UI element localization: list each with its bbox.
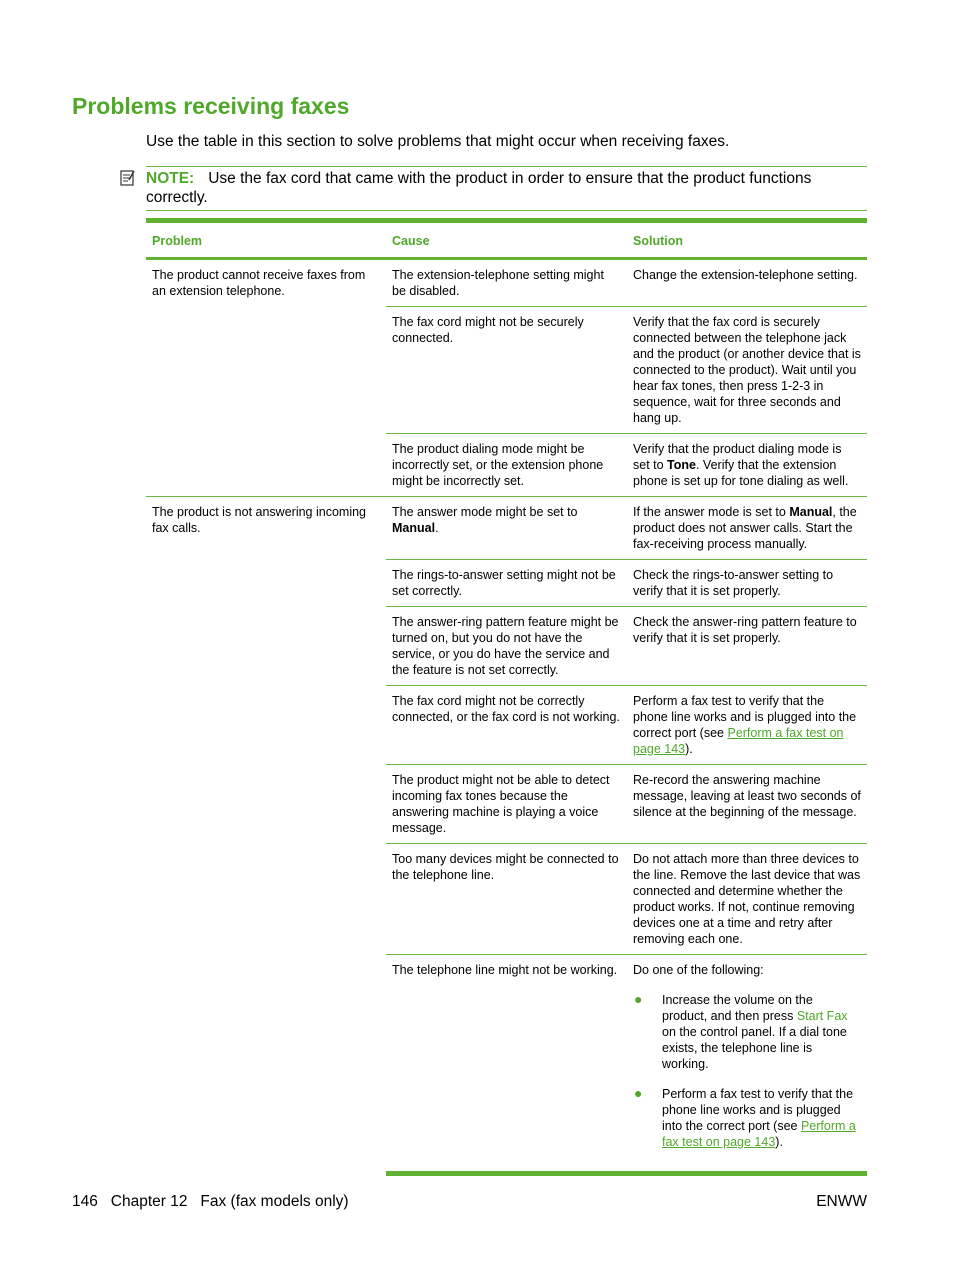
header-cause: Cause (386, 221, 627, 259)
list-item (633, 1086, 861, 1150)
note-label: NOTE: (146, 170, 195, 187)
fax-test-link[interactable]: Perform a fax test on page 143 (662, 1119, 856, 1149)
table-row (146, 497, 867, 560)
solution-cell (627, 686, 867, 765)
setting-value: Manual (789, 505, 833, 519)
setting-value: Manual (392, 521, 436, 535)
footer-right: ENWW (816, 1193, 867, 1210)
list-item-text: Perform a fax test to verify that the phone line works and is plugged into the correct port (see (662, 1087, 854, 1133)
note-box (146, 166, 867, 211)
table-row (146, 259, 867, 307)
cause-cell: The product might not be able to detect incoming fax tones because the answering machine is playing a voice message. (386, 765, 627, 844)
page-title: Problems receiving faxes (72, 93, 350, 119)
list-item-text: ). (775, 1135, 783, 1149)
solution-cell: Re-record the answering machine message, leaving at least two seconds of silence at the beginning of the message. (627, 765, 867, 844)
cause-cell: The rings-to-answer setting might not be set correctly. (386, 560, 627, 607)
bullet-icon: ● (634, 1085, 643, 1101)
setting-value: Tone (667, 458, 696, 472)
cause-cell: The fax cord might not be correctly connected, or the fax cord is not working. (386, 686, 627, 765)
solution-text: If the answer mode is set to (633, 505, 790, 519)
list-item-text: on the control panel. If a dial tone exists, the telephone line is working. (662, 1025, 847, 1071)
note-text: Use the fax cord that came with the product in order to ensure that the product functions correctly. (146, 170, 812, 206)
solution-text: Perform a fax test to verify that the phone line works and is plugged into the correct port (see (633, 694, 857, 740)
cause-cell: The fax cord might not be securely connected. (386, 307, 627, 434)
cause-cell: The telephone line might not be working. (386, 955, 627, 1174)
note-icon (119, 169, 137, 187)
solution-cell: Change the extension-telephone setting. (633, 268, 858, 282)
solution-cell (627, 955, 867, 1174)
header-solution: Solution (627, 221, 867, 259)
solution-cell (627, 497, 867, 560)
cause-cell: The product dialing mode might be incorrectly set, or the extension phone might be incorrectly set. (386, 434, 627, 497)
fax-test-link[interactable]: Perform a fax test on page 143 (633, 726, 844, 756)
start-fax-label: Start Fax (796, 1009, 848, 1023)
solution-text: ). (685, 742, 693, 756)
cause-text: . (435, 521, 439, 535)
footer-left: 146 Chapter 12 Fax (fax models only) (72, 1193, 349, 1210)
cause-cell (386, 497, 627, 560)
cause-cell: The answer-ring pattern feature might be turned on, but you do not have the service, or you do have the service and the feature is not set correctly. (386, 607, 627, 686)
solution-cell: Check the answer-ring pattern feature to verify that it is set properly. (627, 607, 867, 686)
header-problem: Problem (146, 221, 386, 259)
solution-cell (627, 434, 867, 497)
solution-text: , the product does not answer calls. Start the fax-receiving process manually. (633, 505, 857, 551)
list-item (633, 992, 861, 1072)
solution-list (633, 992, 861, 1150)
table-header-row (146, 221, 867, 259)
problem-cell: The product is not answering incoming fax calls. (146, 497, 386, 1174)
bullet-icon: ● (634, 991, 643, 1007)
troubleshooting-table (146, 218, 867, 1176)
cause-cell: The extension-telephone setting might be disabled. (392, 268, 604, 298)
cause-cell: Too many devices might be connected to the telephone line. (386, 844, 627, 955)
intro-text: Use the table in this section to solve problems that might occur when receiving faxes. (146, 133, 730, 150)
problem-cell: The product cannot receive faxes from an extension telephone. (152, 268, 366, 298)
solution-cell: Verify that the fax cord is securely connected between the telephone jack and the product (or another device that is connected to the product). Wait until you hear fax tones, then press 1-2-3 in sequence, wait for three seconds and hang up. (627, 307, 867, 434)
solution-text: . Verify that the extension phone is set up for tone dialing as well. (633, 458, 849, 488)
solution-cell: Do not attach more than three devices to the line. Remove the last device that was connected and determine whether the product works. If not, continue removing devices one at a time and retry after removing each one. (627, 844, 867, 955)
cause-text: The answer mode might be set to (392, 505, 578, 519)
solution-text: Verify that the product dialing mode is set to (633, 442, 842, 472)
solution-cell: Check the rings-to-answer setting to verify that it is set properly. (627, 560, 867, 607)
list-item-text: Increase the volume on the product, and then press (662, 993, 813, 1023)
solution-intro: Do one of the following: (633, 963, 764, 977)
